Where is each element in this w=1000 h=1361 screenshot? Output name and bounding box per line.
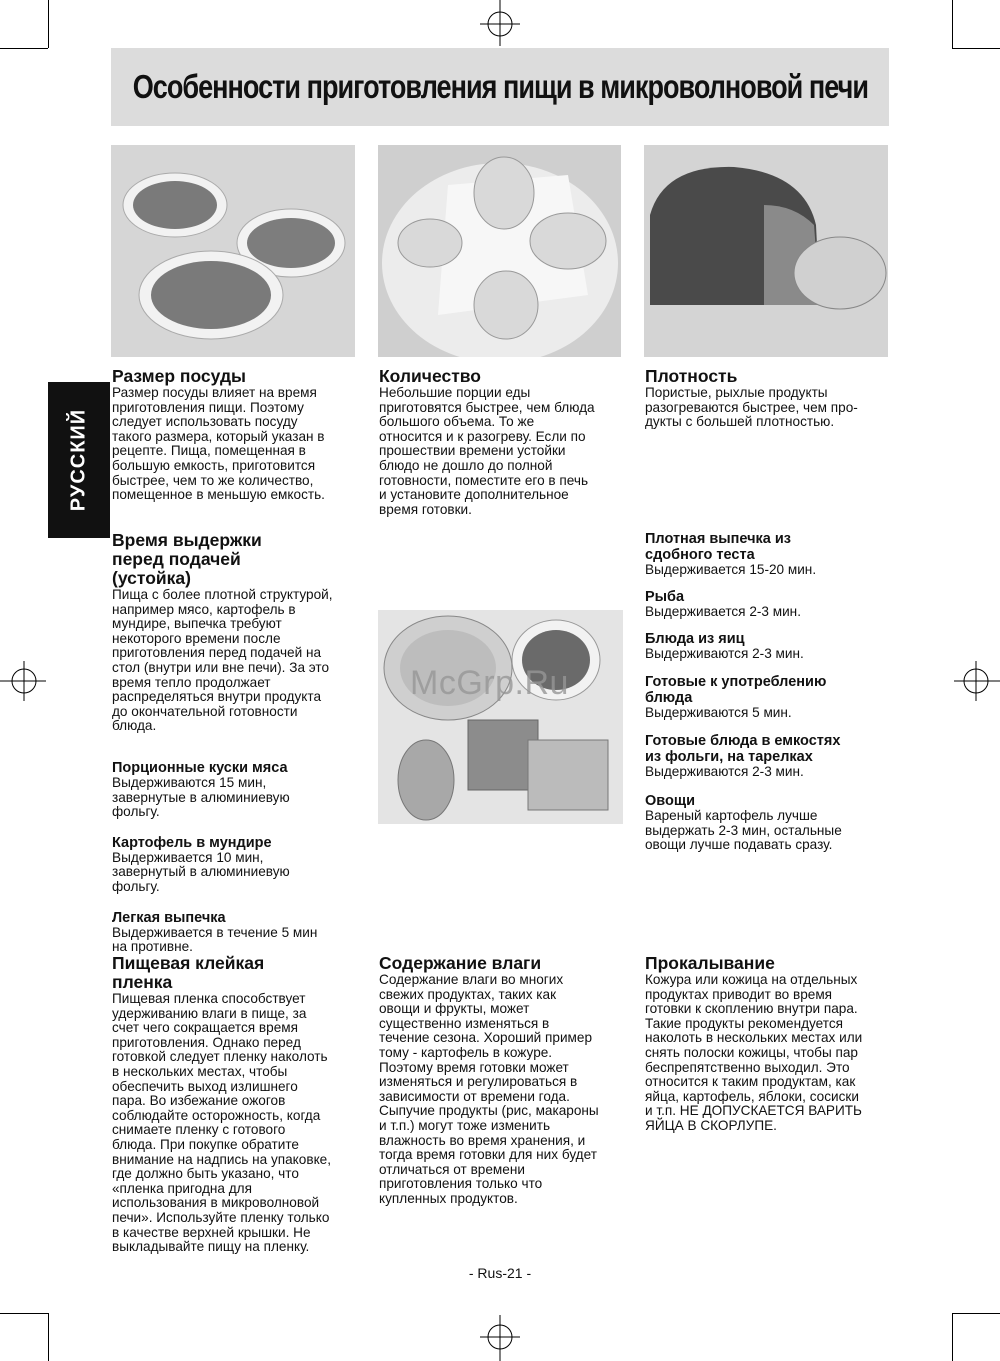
section-moisture bbox=[379, 954, 639, 1207]
text-line: например мясо, картофель в bbox=[112, 601, 296, 617]
text-line: снять полоски кожицы, чтобы пар bbox=[645, 1044, 858, 1060]
text-line: помещенное в меньшую емкость. bbox=[112, 487, 325, 503]
text-line: беспрепятственно выходил. Это bbox=[645, 1059, 850, 1075]
section-heading bbox=[112, 531, 372, 588]
item-text-line: Выдерживается 10 мин, bbox=[112, 849, 264, 865]
text-line: прошествии времени устойки bbox=[379, 443, 566, 459]
text-line: готовности, поместите его в печь bbox=[379, 472, 589, 488]
section-body bbox=[379, 973, 639, 1207]
section-body bbox=[112, 992, 372, 1255]
item-text-line: Вареный картофель лучше bbox=[645, 807, 818, 823]
text-line: и т.п. НЕ ДОПУСКАЕТСЯ ВАРИТЬ bbox=[645, 1103, 862, 1119]
text-line: соблюдайте осторожность, когда bbox=[112, 1107, 321, 1123]
text-line: стол (внутри или вне печи). За это bbox=[112, 659, 330, 675]
section-piercing bbox=[645, 954, 905, 1134]
watermark: McGrp.Ru bbox=[410, 664, 569, 702]
item-heading: Овощи bbox=[645, 792, 696, 809]
photo-dishes bbox=[111, 145, 355, 357]
item-heading: блюда bbox=[645, 689, 693, 706]
item-heading: Легкая выпечка bbox=[112, 909, 226, 926]
text-line: зависимости от времени года. bbox=[379, 1088, 570, 1104]
text-line: приготовления только что bbox=[379, 1176, 543, 1192]
item-heading: Плотная выпечка из bbox=[645, 531, 791, 547]
text-line: тогда время готовки для них будет bbox=[379, 1147, 597, 1163]
text-line: Сыпучие продукты (рис, макароны bbox=[379, 1103, 599, 1119]
item-heading: из фольги, на тарелках bbox=[645, 749, 813, 766]
item-heading: Порционные куски мяса bbox=[112, 760, 288, 776]
section-heading: Количество bbox=[379, 366, 481, 386]
item-heading: Блюда из яиц bbox=[645, 631, 745, 648]
text-line: такого размера, который указан в bbox=[112, 428, 325, 444]
text-line: следует использовать посуду bbox=[112, 414, 298, 430]
standing-item bbox=[645, 793, 905, 853]
text-line: распределяться внутри продукта bbox=[112, 689, 322, 705]
language-tab bbox=[48, 382, 110, 538]
text-line: готовки к скоплению внутри пара. bbox=[645, 1001, 858, 1017]
section-body bbox=[645, 973, 905, 1134]
text-line: Небольшие порции еды bbox=[379, 385, 531, 400]
standing-list-left bbox=[112, 747, 372, 955]
item-text-line: завернутые в алюминиевую bbox=[112, 789, 290, 805]
item-text-line: Выдерживается 2-3 мин. bbox=[645, 603, 801, 619]
item-text-line: на противне. bbox=[112, 939, 193, 955]
section-heading: Прокалывание bbox=[645, 953, 775, 973]
text-line: тому - картофель в кожуре. bbox=[379, 1044, 553, 1060]
item-text-line: Выдерживаются 2-3 мин. bbox=[645, 646, 804, 662]
item-heading: Картофель в мундире bbox=[112, 834, 272, 851]
section-heading: Содержание влаги bbox=[379, 953, 542, 973]
text-line: большую емкость, приготовится bbox=[112, 457, 316, 473]
registration-mark-bottom bbox=[476, 1313, 524, 1361]
section-body bbox=[645, 386, 895, 430]
text-line: наколоть в нескольких местах или bbox=[645, 1030, 863, 1046]
page-number: - Rus-21 - bbox=[468, 1265, 532, 1281]
text-line: свежих продуктах, таких как bbox=[379, 986, 557, 1002]
standing-item bbox=[645, 531, 905, 578]
registration-mark-right bbox=[952, 657, 1000, 705]
heading-line: Время выдержки bbox=[112, 530, 262, 550]
item-text-line: фольгу. bbox=[112, 878, 160, 894]
section-heading: Размер посуды bbox=[112, 366, 246, 386]
text-line: яйца, картофель, яблоки, сосиски bbox=[645, 1088, 859, 1104]
text-line: изменяться и регулироваться в bbox=[379, 1074, 578, 1090]
text-line: приготовления перед подачей на bbox=[112, 645, 322, 661]
text-line: в качестве верхней крышки. Не bbox=[112, 1224, 311, 1240]
item-text-line: Выдерживаются 5 мин. bbox=[645, 704, 792, 720]
standing-item bbox=[645, 674, 905, 721]
text-line: приготовятся быстрее, чем блюда bbox=[379, 399, 595, 415]
text-line: обеспечить выход излишнего bbox=[112, 1078, 298, 1094]
text-line: снимаете пленку с готового bbox=[112, 1122, 286, 1138]
text-line: блюдо не дошло до полной bbox=[379, 457, 553, 473]
photo-potatoes bbox=[378, 145, 621, 357]
section-density bbox=[645, 367, 895, 430]
text-line: где должно быть указано, что bbox=[112, 1166, 299, 1182]
text-line: мундире, выпечка требуют bbox=[112, 616, 282, 632]
text-line: внимание на надпись на упаковке, bbox=[112, 1151, 332, 1167]
text-line: использования в микроволновой bbox=[112, 1195, 320, 1211]
text-line: некоторого времени после bbox=[112, 630, 281, 646]
item-heading: Готовые к употреблению bbox=[645, 673, 827, 690]
text-line: купленных продуктов. bbox=[379, 1190, 518, 1206]
text-line: блюда. При покупке обратите bbox=[112, 1136, 299, 1152]
item-text-line: Выдерживается в течение 5 мин bbox=[112, 924, 318, 940]
text-line: Пищевая пленка способствует bbox=[112, 991, 306, 1006]
text-line: отличаться от времени bbox=[379, 1161, 525, 1177]
standing-item bbox=[645, 589, 905, 620]
text-line: Пористые, рыхлые продукты bbox=[645, 385, 828, 400]
heading-line: Пищевая клейкая bbox=[112, 953, 265, 973]
item-text-line: завернутый в алюминиевую bbox=[112, 864, 290, 880]
text-line: Размер посуды влияет на время bbox=[112, 385, 317, 400]
text-line: существенно изменяться в bbox=[379, 1015, 550, 1031]
item-heading: Рыба bbox=[645, 588, 685, 605]
text-line: печи». Используйте пленку только bbox=[112, 1209, 330, 1225]
section-standing-time bbox=[112, 531, 372, 734]
text-line: выкладывайте пищу на пленку. bbox=[112, 1239, 310, 1255]
registration-mark-top bbox=[476, 0, 524, 48]
text-line: Пища с более плотной структурой, bbox=[112, 587, 333, 602]
section-body bbox=[379, 386, 629, 517]
section-heading: Плотность bbox=[645, 366, 738, 386]
text-line: и установите дополнительное bbox=[379, 487, 569, 503]
item-text-line: овощи лучше подавать сразу. bbox=[645, 837, 833, 853]
registration-mark-left bbox=[0, 657, 48, 705]
section-heading bbox=[112, 954, 372, 992]
text-line: Содержание влаги во многих bbox=[379, 972, 564, 987]
standing-list-right bbox=[645, 531, 905, 853]
standing-item bbox=[645, 733, 905, 780]
text-line: рецепте. Пища, помещенная в bbox=[112, 443, 306, 459]
item-text-line: выдержать 2-3 мин, остальные bbox=[645, 822, 842, 838]
photo-foods bbox=[378, 610, 623, 824]
page-title: Особенности приготовления пищи в микроволновой печи bbox=[132, 68, 868, 105]
title-bar bbox=[111, 48, 889, 126]
text-line: быстрее, чем то же количество, bbox=[112, 472, 314, 488]
text-line: «пленка пригодна для bbox=[112, 1180, 252, 1196]
section-size bbox=[112, 367, 362, 503]
text-line: блюда. bbox=[112, 718, 157, 734]
text-line: Поэтому время готовки может bbox=[379, 1059, 569, 1075]
text-line: Такие продукты рекомендуется bbox=[645, 1015, 844, 1031]
text-line: удерживанию влаги в пище, за bbox=[112, 1005, 307, 1021]
text-line: до окончательной готовности bbox=[112, 703, 298, 719]
text-line: и т.п.) могут тоже изменить bbox=[379, 1117, 551, 1133]
text-line: относится и к разогреву. Если по bbox=[379, 428, 586, 444]
text-line: относится к таким продуктам, как bbox=[645, 1074, 856, 1090]
text-line: приготовления. Однако перед bbox=[112, 1034, 301, 1050]
text-line: пара. Во избежание ожогов bbox=[112, 1093, 286, 1109]
section-body bbox=[112, 588, 372, 734]
item-text-line: фольгу. bbox=[112, 804, 160, 820]
text-line: Кожура или кожица на отдельных bbox=[645, 972, 858, 987]
item-text-line: Выдерживаются 15 мин, bbox=[112, 775, 267, 790]
text-line: влажность во время хранения, и bbox=[379, 1132, 586, 1148]
text-line: приготовления пищи. Поэтому bbox=[112, 399, 304, 415]
item-heading: сдобного теста bbox=[645, 547, 755, 563]
standing-item bbox=[112, 760, 372, 820]
heading-line: пленка bbox=[112, 972, 173, 992]
text-line: разогреваются быстрее, чем про- bbox=[645, 399, 858, 415]
item-heading: Готовые блюда в емкостях bbox=[645, 733, 841, 750]
photo-bread-potato bbox=[644, 145, 888, 357]
text-line: готовкой следует пленку наколоть bbox=[112, 1049, 328, 1065]
section-body bbox=[112, 386, 362, 503]
standing-item bbox=[645, 631, 905, 662]
text-line: счет чего сокращается время bbox=[112, 1020, 298, 1036]
text-line: овощи и фрукты, может bbox=[379, 1001, 530, 1017]
text-line: продуктах приводит во время bbox=[645, 986, 833, 1002]
standing-item bbox=[112, 910, 372, 955]
text-line: течение сезона. Хороший пример bbox=[379, 1030, 593, 1046]
language-tab-label: РУССКИЙ bbox=[67, 408, 90, 512]
item-text-line: Выдерживается 15-20 мин. bbox=[645, 562, 817, 577]
standing-item bbox=[112, 835, 372, 895]
item-text-line: Выдерживаются 2-3 мин. bbox=[645, 764, 804, 780]
text-line: время готовки. bbox=[379, 501, 472, 517]
text-line: ЯЙЦА В СКОРЛУПЕ. bbox=[645, 1117, 777, 1133]
text-line: дукты с большей плотностью. bbox=[645, 414, 835, 430]
section-film bbox=[112, 954, 372, 1255]
text-line: время тепло продолжает bbox=[112, 674, 271, 690]
text-line: большого объема. То же bbox=[379, 414, 535, 430]
section-quantity bbox=[379, 367, 629, 517]
text-line: в нескольких местах, чтобы bbox=[112, 1063, 288, 1079]
heading-line: перед подачей bbox=[112, 549, 241, 569]
heading-line: (устойка) bbox=[112, 568, 191, 588]
